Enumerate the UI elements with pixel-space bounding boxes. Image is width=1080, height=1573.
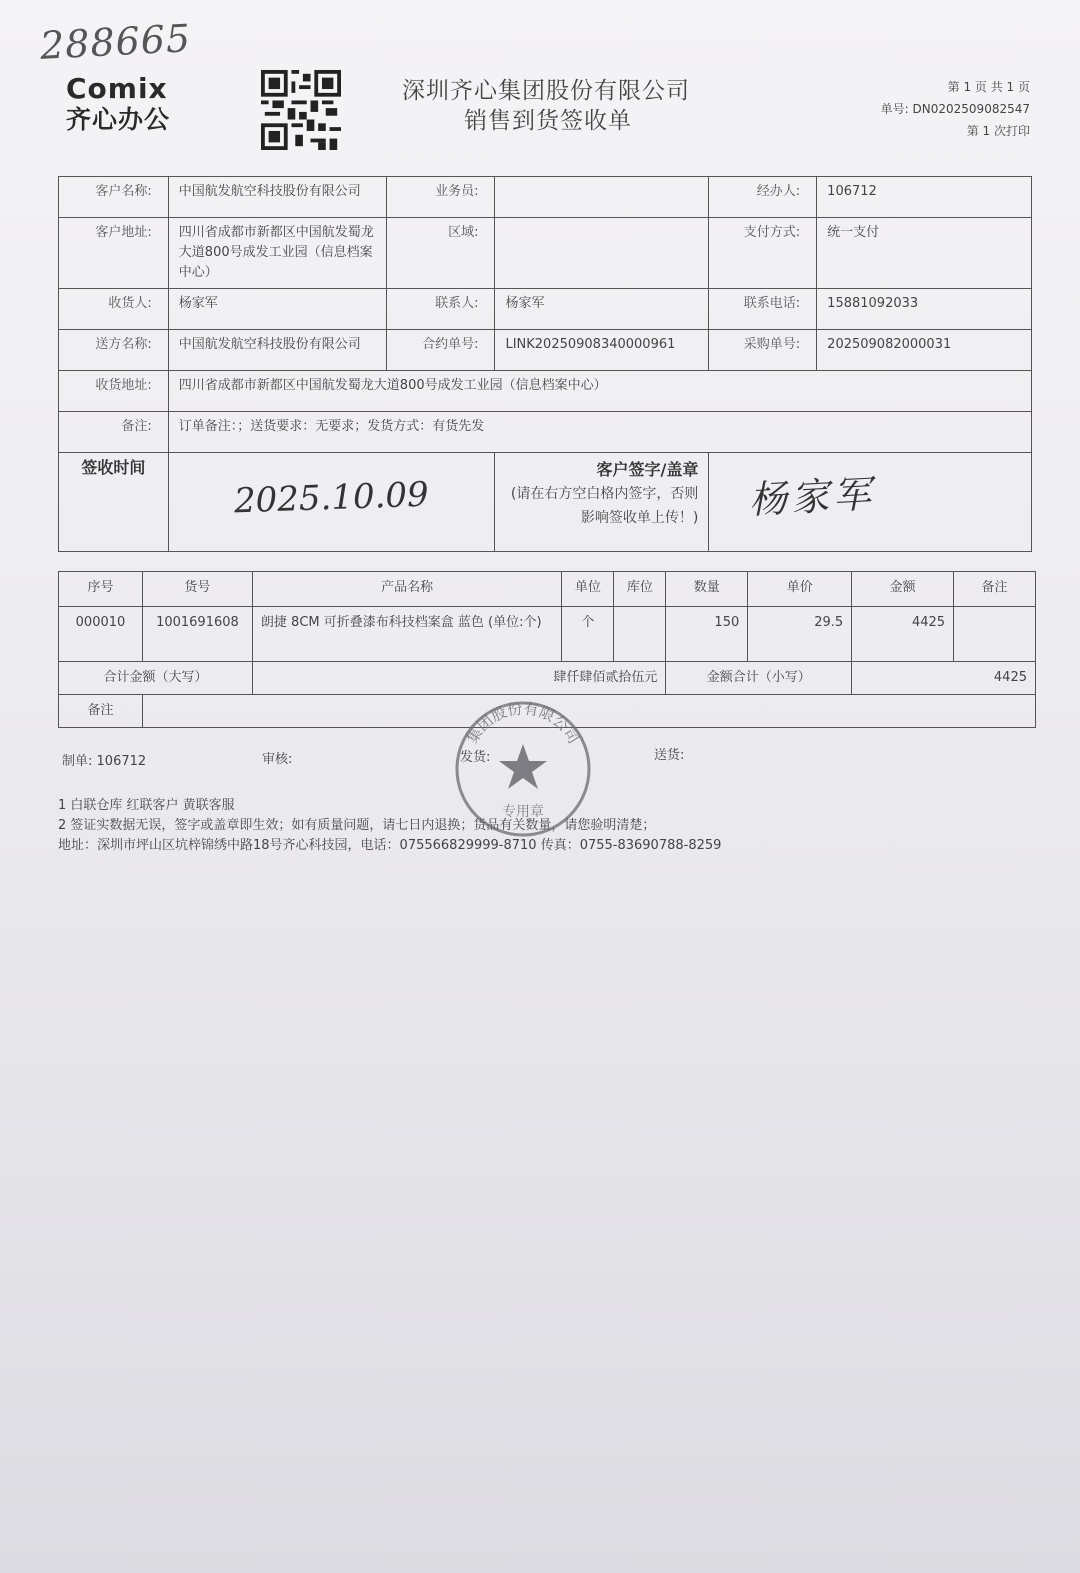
- doc-no-label: 单号:: [880, 102, 909, 116]
- item-unit: 个: [562, 607, 614, 662]
- company-stamp-icon: [452, 698, 594, 840]
- qr-code-icon: [260, 70, 342, 150]
- signature-label: 客户签字/盖章: [596, 460, 699, 479]
- total-lower: 4425: [852, 662, 1036, 695]
- items-remark-label: 备注: [59, 695, 143, 728]
- customer-address-label: 客户地址:: [59, 218, 169, 289]
- col-header: 单位: [562, 572, 614, 607]
- contact: 杨家军: [495, 289, 709, 330]
- col-header: 单价: [748, 572, 852, 607]
- col-header: 金额: [852, 572, 954, 607]
- total-upper-label: 合计金额（大写）: [59, 662, 253, 695]
- delivery-address-label: 收货地址:: [59, 371, 169, 412]
- handler-label: 经办人:: [709, 177, 817, 218]
- item-code: 1001691608: [142, 607, 252, 662]
- table-row: [59, 607, 1036, 662]
- item-location: [614, 607, 666, 662]
- ship-to-label: 送方名称:: [59, 330, 169, 371]
- item-unit-price: 29.5: [748, 607, 852, 662]
- receiver: 杨家军: [168, 289, 386, 330]
- delivery-address: 四川省成都市新都区中国航发蜀龙大道800号成发工业园（信息档案中心）: [168, 371, 1031, 412]
- handwritten-signature: 杨家军: [748, 471, 877, 523]
- salesman-label: 业务员:: [386, 177, 495, 218]
- customer-name-label: 客户名称:: [59, 177, 169, 218]
- contract-number: LINK20250908340000961: [495, 330, 709, 371]
- items-header-row: [59, 572, 1036, 607]
- total-upper: 肆仟肆佰贰拾伍元: [252, 662, 665, 695]
- purchase-label: 采购单号:: [709, 330, 817, 371]
- item-remark: [954, 607, 1036, 662]
- page-info: [881, 76, 1030, 142]
- logo-text-cn: 齐心办公: [66, 105, 171, 134]
- maker-label: 制单:: [62, 754, 93, 769]
- footer-note-1: 1 白联仓库 红联客户 黄联客服: [58, 798, 235, 813]
- col-header: 备注: [954, 572, 1036, 607]
- phone: 15881092033: [817, 289, 1032, 330]
- sign-date-cell: [168, 453, 495, 552]
- info-table: [58, 176, 1032, 552]
- item-seq: 000010: [59, 607, 143, 662]
- stamp-text: 集团股份有限公司: [463, 699, 583, 747]
- footer-note-2: 2 签证实数据无误，签字或盖章即生效；如有质量问题，请七日内退换；货品有关数量，请您验明清楚；: [58, 818, 656, 833]
- contact-label: 联系人:: [386, 289, 495, 330]
- region: [495, 218, 709, 289]
- signature-note: (请在右方空白格内签字，否则影响签收单上传！): [510, 486, 699, 526]
- signature-label-cell: [495, 453, 709, 552]
- region-label: 区域:: [386, 218, 495, 289]
- reviewer-label: 审核:: [262, 752, 293, 767]
- document-title: 销售到货签收单: [464, 108, 632, 134]
- signature-cell: [709, 453, 1032, 552]
- sender-label: 发货:: [460, 750, 491, 765]
- col-header: 产品名称: [252, 572, 562, 607]
- item-name: 朗捷 8CM 可折叠漆布科技档案盒 蓝色 (单位:个): [252, 607, 562, 662]
- ship-to-name: 中国航发航空科技股份有限公司: [168, 330, 386, 371]
- total-row: [59, 662, 1036, 695]
- doc-no: DN0202509082547: [912, 102, 1030, 116]
- maker: [62, 750, 146, 769]
- delivery-label: 送货:: [654, 748, 685, 763]
- col-header: 序号: [59, 572, 143, 607]
- stamp-sub-text: 专用章: [502, 804, 544, 820]
- handwritten-number: 288665: [38, 16, 193, 68]
- svg-text:集团股份有限公司: [463, 699, 583, 746]
- col-header: 货号: [142, 572, 252, 607]
- item-quantity: 150: [666, 607, 748, 662]
- contract-label: 合约单号:: [386, 330, 495, 371]
- remark: 订单备注：；送货要求：无要求；发货方式：有货先发: [168, 412, 1031, 453]
- receiver-label: 收货人:: [59, 289, 169, 330]
- page-count: 第 1 页 共 1 页: [947, 80, 1030, 94]
- footer-address: 地址：深圳市坪山区坑梓锦绣中路18号齐心科技园，电话：075566829999-8710 传真：0755-83690788-8259: [58, 838, 722, 853]
- logo-text-en: Comix: [66, 72, 168, 105]
- col-header: 库位: [614, 572, 666, 607]
- company-name: 深圳齐心集团股份有限公司: [402, 78, 690, 104]
- print-count: 第 1 次打印: [966, 124, 1030, 138]
- customer-address: 四川省成都市新都区中国航发蜀龙大道800号成发工业园（信息档案中心）: [168, 218, 386, 289]
- phone-label: 联系电话:: [709, 289, 817, 330]
- item-amount: 4425: [852, 607, 954, 662]
- salesman: [495, 177, 709, 218]
- handwritten-date: 2025.10.09: [233, 474, 430, 522]
- sign-time-text: 签收时间: [81, 458, 146, 477]
- payment-label: 支付方式:: [709, 218, 817, 289]
- col-header: 数量: [666, 572, 748, 607]
- total-lower-label: 金额合计（小写）: [666, 662, 852, 695]
- remark-label: 备注:: [59, 412, 169, 453]
- sign-time-label: [59, 453, 169, 552]
- maker-value: 106712: [96, 754, 147, 769]
- customer-name: 中国航发航空科技股份有限公司: [168, 177, 386, 218]
- purchase-number: 202509082000031: [817, 330, 1032, 371]
- handler: 106712: [817, 177, 1032, 218]
- payment-method: 统一支付: [817, 218, 1032, 289]
